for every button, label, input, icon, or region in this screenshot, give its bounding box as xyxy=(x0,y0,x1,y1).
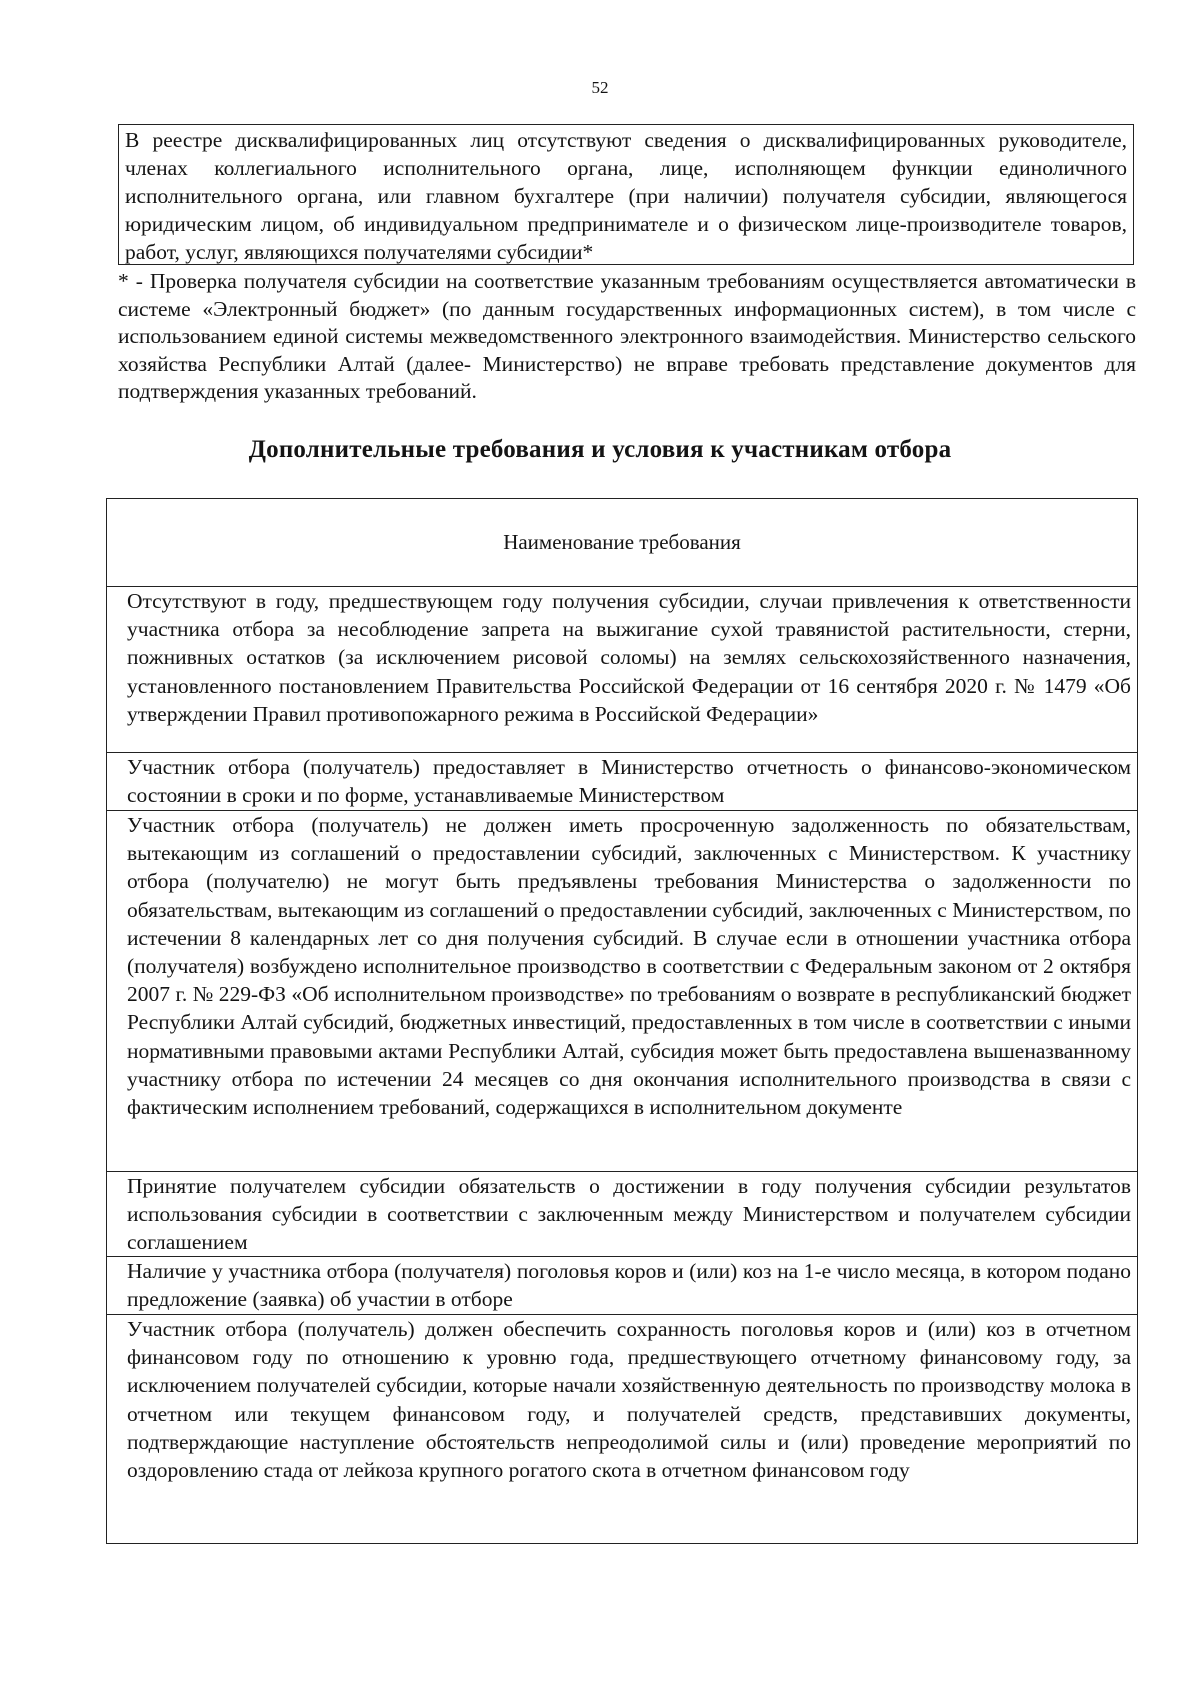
section-heading: Дополнительные требования и условия к участникам отбора xyxy=(248,436,952,463)
table-row: Участник отбора (получатель) должен обеспечить сохранность поголовья коров и (или) коз в отчетном финансовом году по отношению к уровню года, предшествующего отчетному финансовому году, за исключением получателей субсидии, которые начали хозяйственную деятельность по производству молока в отчетном или текущем финансовом году, и получателей средств, представивших документы, подтверждающие наступление обстоятельств непреодолимой силы и (или) проведение мероприятий по оздоровлению стада от лейкоза крупного рогатого скота в отчетном финансовом году xyxy=(127,1317,1131,1483)
footnote-verification-note: * - Проверка получателя субсидии на соответствие указанным требованиям осуществляется автоматически в системе «Электронный бюджет» (по данным государственных информационных систем), в том числе с использованием единой системы межведомственного электронного взаимодействия. Министерство сельского хозяйства Республики Алтай (далее- Министерство) не вправе требовать представление документов для подтверждения указанных требований. xyxy=(118,269,1136,403)
table-header: Наименование требования xyxy=(107,499,1137,587)
table-row: Принятие получателем субсидии обязательств о достижении в году получения субсидии результатов использования субсидии в соответствии с заключенным между Министерством и получателем субсидии соглашением xyxy=(107,1172,1137,1257)
requirements-table xyxy=(106,498,1138,1544)
table-row: Наличие у участника отбора (получателя) поголовья коров и (или) коз на 1-е число месяца, в котором подано предложение (заявка) об участии в отборе xyxy=(107,1257,1137,1315)
table-row: Отсутствуют в году, предшествующем году получения субсидии, случаи привлечения к ответственности участника отбора за несоблюдение запрета на выжигание сухой травянистой растительности, стерни, пожнивных остатков (за исключением рисовой соломы) на землях сельскохозяйственного назначения, установленного постановлением Правительства Российской Федерации от 16 сентября 2020 г. № 1479 «Об утверждении Правил противопожарного режима в Российской Федерации» xyxy=(107,587,1137,753)
page-number: 52 xyxy=(591,78,609,97)
disqualified-persons-requirement-box: В реестре дисквалифицированных лиц отсутствуют сведения о дисквалифицированных руководителе, членах коллегиального исполнительного органа, лице, исполняющем функции единоличного исполнительного органа, или главном бухгалтере (при наличии) получателя субсидии, являющегося юридическим лицом, об индивидуальном предпринимателе и о физическом лице-производителе товаров, работ, услуг, являющихся получателями субсидии* xyxy=(118,124,1134,265)
table-row: Участник отбора (получатель) предоставляет в Министерство отчетность о финансово-экономическом состоянии в сроки и по форме, устанавливаемые Министерством xyxy=(107,753,1137,811)
table-row: Участник отбора (получатель) не должен иметь просроченную задолженность по обязательствам, вытекающим из соглашений о предоставлении субсидий, заключенных с Министерством. К участнику отбора (получателю) не могут быть предъявлены требования Министерства о задолженности по обязательствам, вытекающим из соглашений о предоставлении субсидий, заключенных с Министерством, по истечении 8 календарных лет со дня получения субсидий. В случае если в отношении участника отбора (получателя) возбуждено исполнительное производство в соответствии с Федеральным законом от 2 октября 2007 г. № 229-ФЗ «Об исполнительном производстве» по требованиям о возврате в республиканский бюджет Республики Алтай субсидий, бюджетных инвестиций, предоставленных в том числе в соответствии с иными нормативными правовыми актами Республики Алтай, субсидия может быть предоставлена вышеназванному участнику отбора по истечении 24 месяцев со дня окончания исполнительного производства в связи с фактическим исполнением требований, содержащихся в исполнительном документе xyxy=(107,811,1137,1172)
